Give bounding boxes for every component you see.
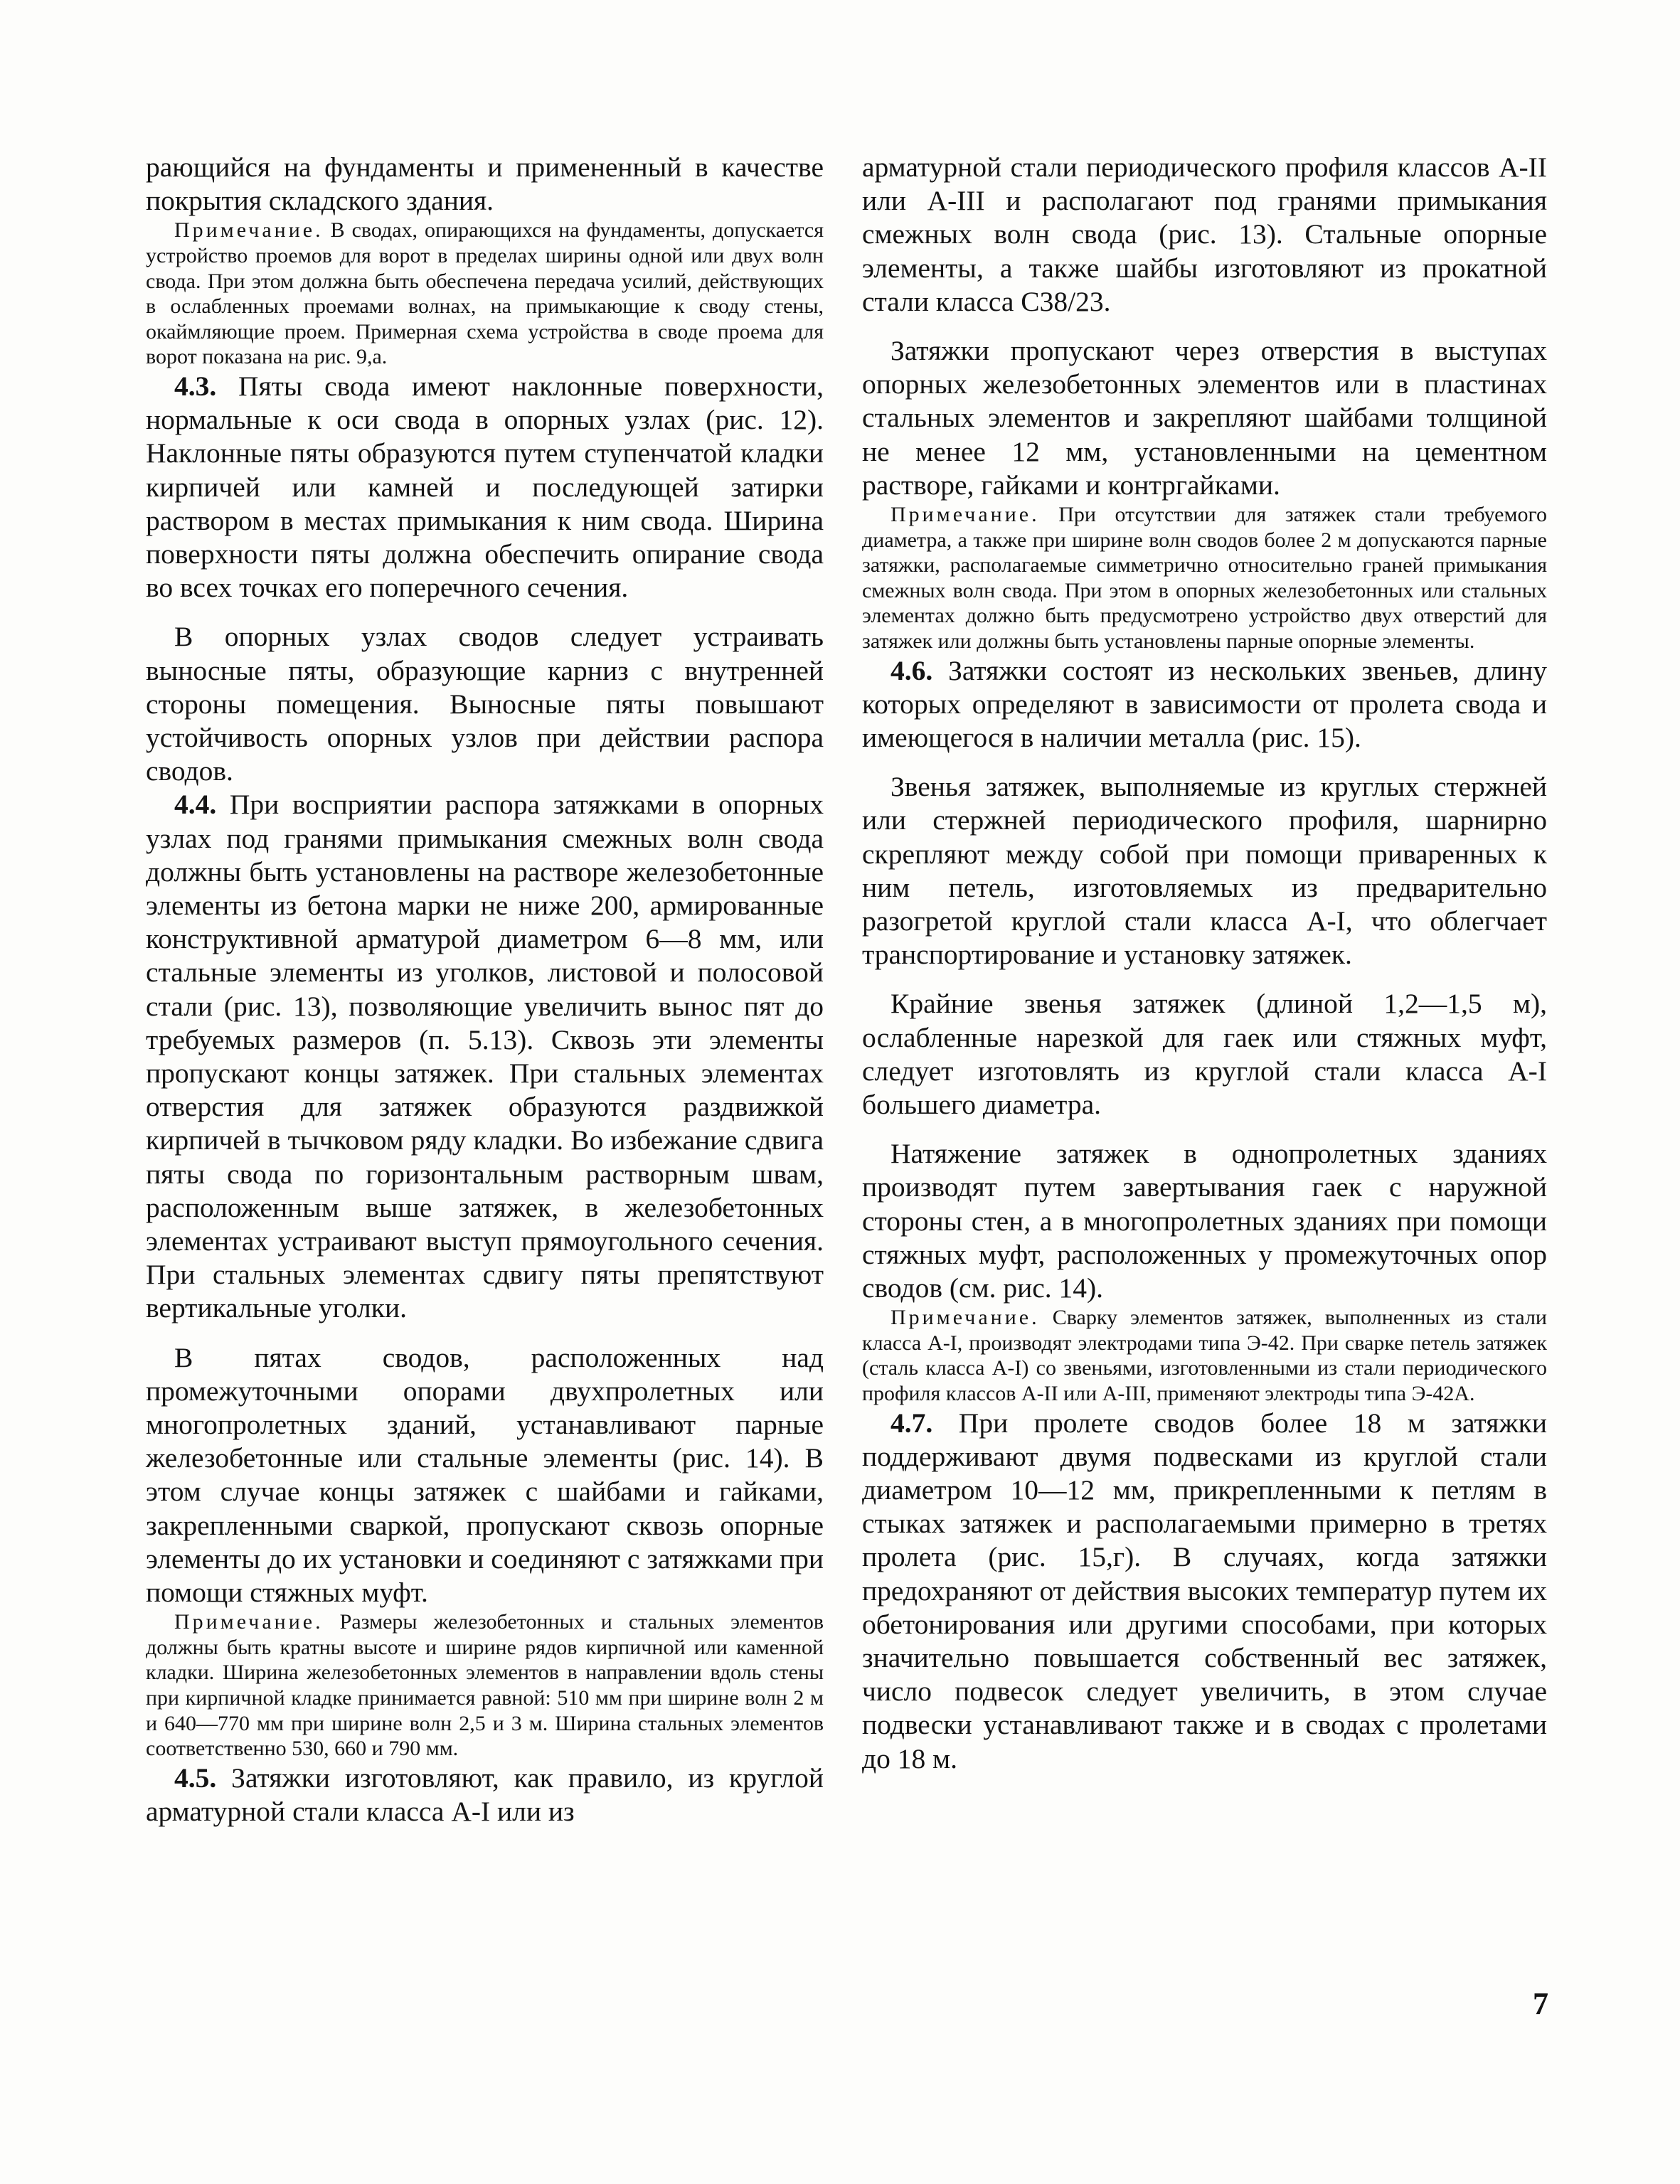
section-4-3 — [146, 370, 824, 604]
page-number: 7 — [1533, 1986, 1548, 2021]
section-4-5 — [146, 1762, 824, 1828]
paragraph-heels: В пятах сводов, расположенных над промежуточными опорами двухпролетных или многопролетных зданий, устанавливают парные железобетонные или стальные элементы (рис. 14). В этом случае концы затяжек с шайбами и гайками, закрепленными сваркой, пропускают сквозь опорные элементы до их установки и соединяют с затяжками при помощи стяжных муфт. — [146, 1341, 824, 1609]
paragraph-continuation: арматурной стали периодического профиля классов А-II или А-III и располагают под гранями примыкания смежных волн свода (рис. 13). Стальные опорные элементы, а также шайбы изготовляют из прокатной стали класса С38/23. — [862, 151, 1547, 317]
section-number: 4.5. — [174, 1762, 217, 1794]
paragraph-supports: В опорных узлах сводов следует устраивать выносные пяты, образующие карниз с внутренней стороны помещения. Выносные пяты повышают устойчивость опорных узлов при действии распора сводов. — [146, 621, 824, 787]
section-number: 4.3. — [174, 370, 217, 402]
right-column — [862, 151, 1547, 1776]
section-text: Пяты свода имеют наклонные поверхности, нормальные к оси свода в опорных узлах (рис. 12). Наклонные пяты образуются путем ступенчатой кладки кирпичей или камней и последующей затирки раствором в местах примыкания к ним свода. Ширина поверхности пяты должна обеспечить опирание свода во всех точках его поперечного сечения. — [146, 370, 824, 604]
section-4-6 — [862, 654, 1547, 755]
note-label: Примечание. — [174, 1610, 324, 1634]
paragraph-tensioning: Натяжение затяжек в однопролетных зданиях производят путем завертывания гаек с наружной стороны стен, а в многопролетных зданиях при помощи стяжных муфт, расположенных у промежуточных опор сводов (см. рис. 14). — [862, 1138, 1547, 1304]
paragraph-continuation: рающийся на фундаменты и примененный в качестве покрытия складского здания. — [146, 151, 824, 217]
section-text: Затяжки состоят из нескольких звеньев, длину которых определяют в зависимости от пролета свода и имеющегося в наличии металла (рис. 15). — [862, 654, 1547, 753]
note-label: Примечание. — [890, 1306, 1040, 1330]
note-welding — [862, 1305, 1547, 1406]
section-number: 4.4. — [174, 789, 217, 821]
section-4-7 — [862, 1407, 1547, 1776]
section-number: 4.7. — [890, 1407, 933, 1439]
note-text: Размеры железобетонных и стальных элементов должны быть кратны высоте и ширине рядов кирпичной или каменной кладки. Ширина железобетонных элементов в направлении вдоль стены при кирпичной кладке принимается равной: 510 мм при ширине волн 2 м и 640—770 мм при ширине волн 2,5 и 3 м. Ширина стальных элементов соответственно 530, 660 и 790 мм. — [146, 1610, 824, 1761]
note-text: В сводах, опирающихся на фундаменты, допускается устройство проемов для ворот в пределах ширины одной или двух волн свода. При этом должна быть обеспечена передача усилий, действующих в ослабленных проемами волнах, на примыкающие к своду стены, окаймляющие проем. Примерная схема устройства в своде проема для ворот показана на рис. 9,а. — [146, 218, 824, 369]
section-text: Затяжки изготовляют, как правило, из круглой арматурной стали класса А-I или из — [146, 1762, 824, 1828]
note-text: Сварку элементов затяжек, выполненных из стали класса А-I, производят электродами типа Э-42. При сварке петель затяжек (сталь класса А-I) со звеньями, изготовленными из стали периодического профиля классов А-II или А-III, применяют электроды типа Э-42А. — [862, 1306, 1547, 1406]
note-label: Примечание. — [890, 503, 1040, 527]
paragraph-end-links: Крайние звенья затяжек (длиной 1,2—1,5 м), ослабленные нарезкой для гаек или стяжных муфт, следует изготовлять из круглой стали класса А-I большего диаметра. — [862, 988, 1547, 1121]
section-text: При пролете сводов более 18 м затяжки поддерживают двумя подвесками из круглой стали диаметром 10—12 мм, прикрепленными к петлям в стыках затяжек и располагаемыми примерно в третях пролета (рис. 15,г). В случаях, когда затяжки предохраняют от действия высоких температур путем их обетонирования или другими способами, при которых значительно повышается собственный вес затяжек, число подвесок следует увеличить, в этом случае подвески устанавливают также и в сводах с пролетами до 18 м. — [862, 1407, 1547, 1774]
note-text: При отсутствии для затяжек стали требуемого диаметра, а также при ширине волн сводов более 2 м допускаются парные затяжки, располагаемые симметрично относительно граней примыкания смежных волн свода. При этом в опорных железобетонных или стальных элементах должно быть предусмотрено устройство двух отверстий для затяжек или должны быть установлены парные опорные элементы. — [862, 503, 1547, 653]
left-column — [146, 151, 824, 1828]
section-number: 4.6. — [890, 654, 933, 686]
note-gate-openings — [146, 218, 824, 370]
paragraph-tie-links: Звенья затяжек, выполняемые из круглых стержней или стержней периодического профиля, шарнирно скрепляют между собой при помощи приваренных к ним петель, изготовляемых из предварительно разогретой круглой стали класса А-I, что облегчает транспортирование и установку затяжек. — [862, 771, 1547, 971]
note-element-sizes — [146, 1609, 824, 1762]
note-label: Примечание. — [174, 218, 324, 243]
section-text: При восприятии распора затяжками в опорных узлах под гранями примыкания смежных волн свода должны быть установлены на растворе железобетонные элементы из бетона марки не ниже 200, армированные конструктивной арматурой диаметром 6—8 мм, или стальные элементы из уголков, листовой и полосовой стали (рис. 13), позволяющие увеличить вынос пят до требуемых размеров (п. 5.13). Сквозь эти элементы пропускают концы затяжек. При стальных элементах отверстия для затяжек образуются раздвижкой кирпичей в тычковом ряду кладки. Во избежание сдвига пяты свода по горизонтальным растворным швам, расположенным выше затяжек, в железобетонных элементах устраивают выступ прямоугольного сечения. При стальных элементах сдвигу пяты препятствуют вертикальные уголки. — [146, 789, 824, 1324]
section-4-4 — [146, 788, 824, 1325]
paragraph-tie-holes: Затяжки пропускают через отверстия в выступах опорных железобетонных элементов или в пластинах стальных элементов и закрепляют шайбами толщиной не менее 12 мм, установленными на цементном растворе, гайками и контргайками. — [862, 335, 1547, 501]
note-paired-ties — [862, 502, 1547, 654]
